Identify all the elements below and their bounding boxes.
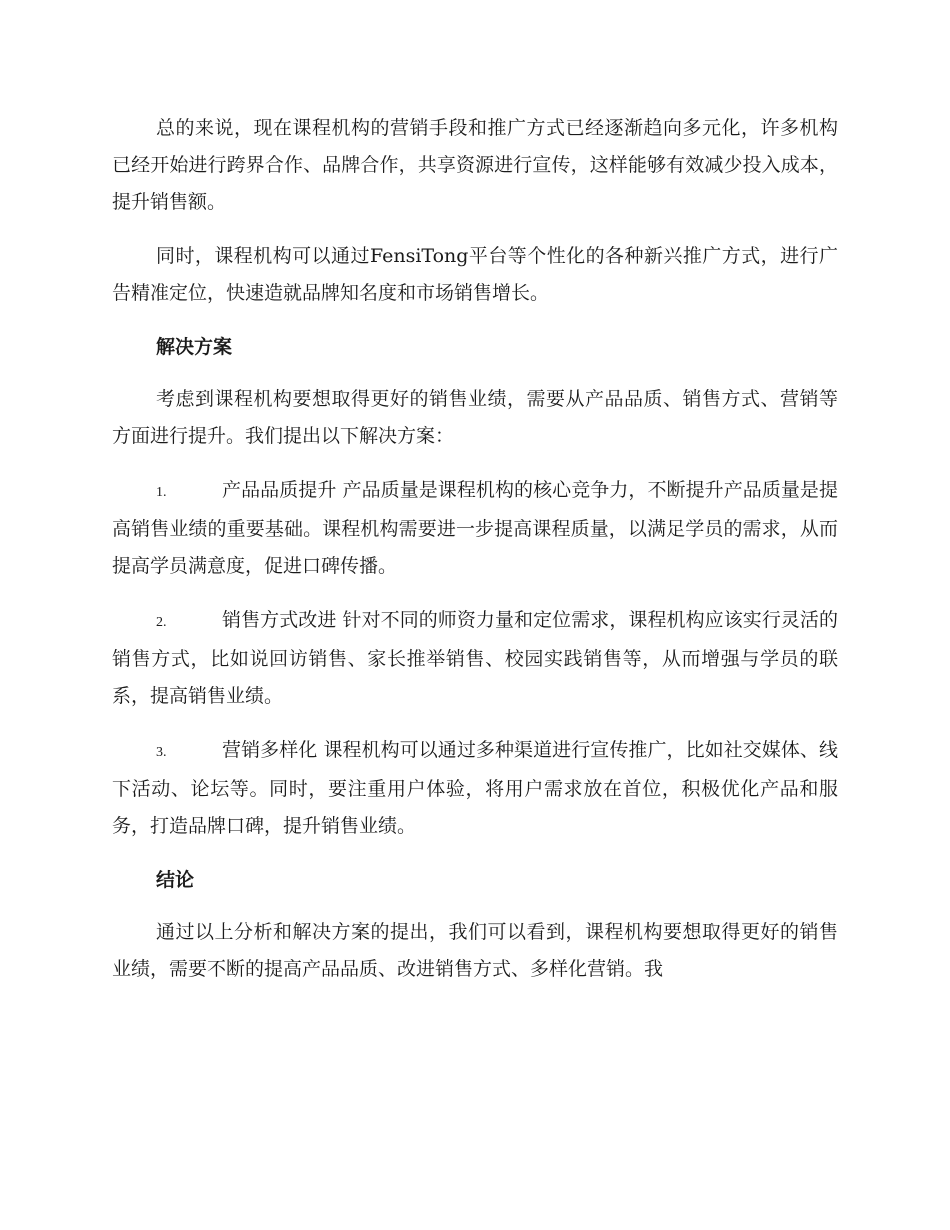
paragraph-conclusion: 通过以上分析和解决方案的提出，我们可以看到，课程机构要想取得更好的销售业绩，需要不断的提高产品品质、改进销售方式、多样化营销。我: [112, 921, 838, 980]
document-body: [112, 110, 838, 1005]
paragraph-marketing-summary: 总的来说，现在课程机构的营销手段和推广方式已经逐渐趋向多元化，许多机构已经开始进行跨界合作、品牌合作，共享资源进行宣传，这样能够有效减少投入成本，提升销售额。: [112, 117, 838, 213]
list-item-text: 销售方式改进 针对不同的师资力量和定位需求，课程机构应该实行灵活的销售方式，比如说回访销售、家长推举销售、校园实践销售等，从而增强与学员的联系，提高销售业绩。: [112, 609, 838, 707]
paragraph-solution-intro: 考虑到课程机构要想取得更好的销售业绩，需要从产品品质、销售方式、营销等方面进行提升。我们提出以下解决方案：: [112, 388, 838, 447]
list-item-number: 1.: [156, 485, 167, 500]
section-heading-conclusion: 结论: [156, 869, 195, 891]
paragraph-fensitong-promotion: 同时，课程机构可以通过FensiTong平台等个性化的各种新兴推广方式，进行广告精准定位，快速造就品牌知名度和市场销售增长。: [112, 245, 838, 304]
list-item-text: 营销多样化 课程机构可以通过多种渠道进行宣传推广，比如社交媒体、线下活动、论坛等。同时，要注重用户体验，将用户需求放在首位，积极优化产品和服务，打造品牌口碑，提升销售业绩。: [112, 739, 838, 837]
list-item-number: 2.: [156, 615, 167, 630]
list-item: [112, 472, 838, 585]
list-item-text: 产品品质提升 产品质量是课程机构的核心竞争力，不断提升产品质量是提高销售业绩的重要基础。课程机构需要进一步提高课程质量，以满足学员的需求，从而提高学员满意度，促进口碑传播。: [112, 479, 838, 577]
list-item: [112, 602, 838, 715]
list-item: [112, 732, 838, 845]
section-heading-solution: 解决方案: [156, 336, 233, 358]
list-item-number: 3.: [156, 745, 167, 760]
